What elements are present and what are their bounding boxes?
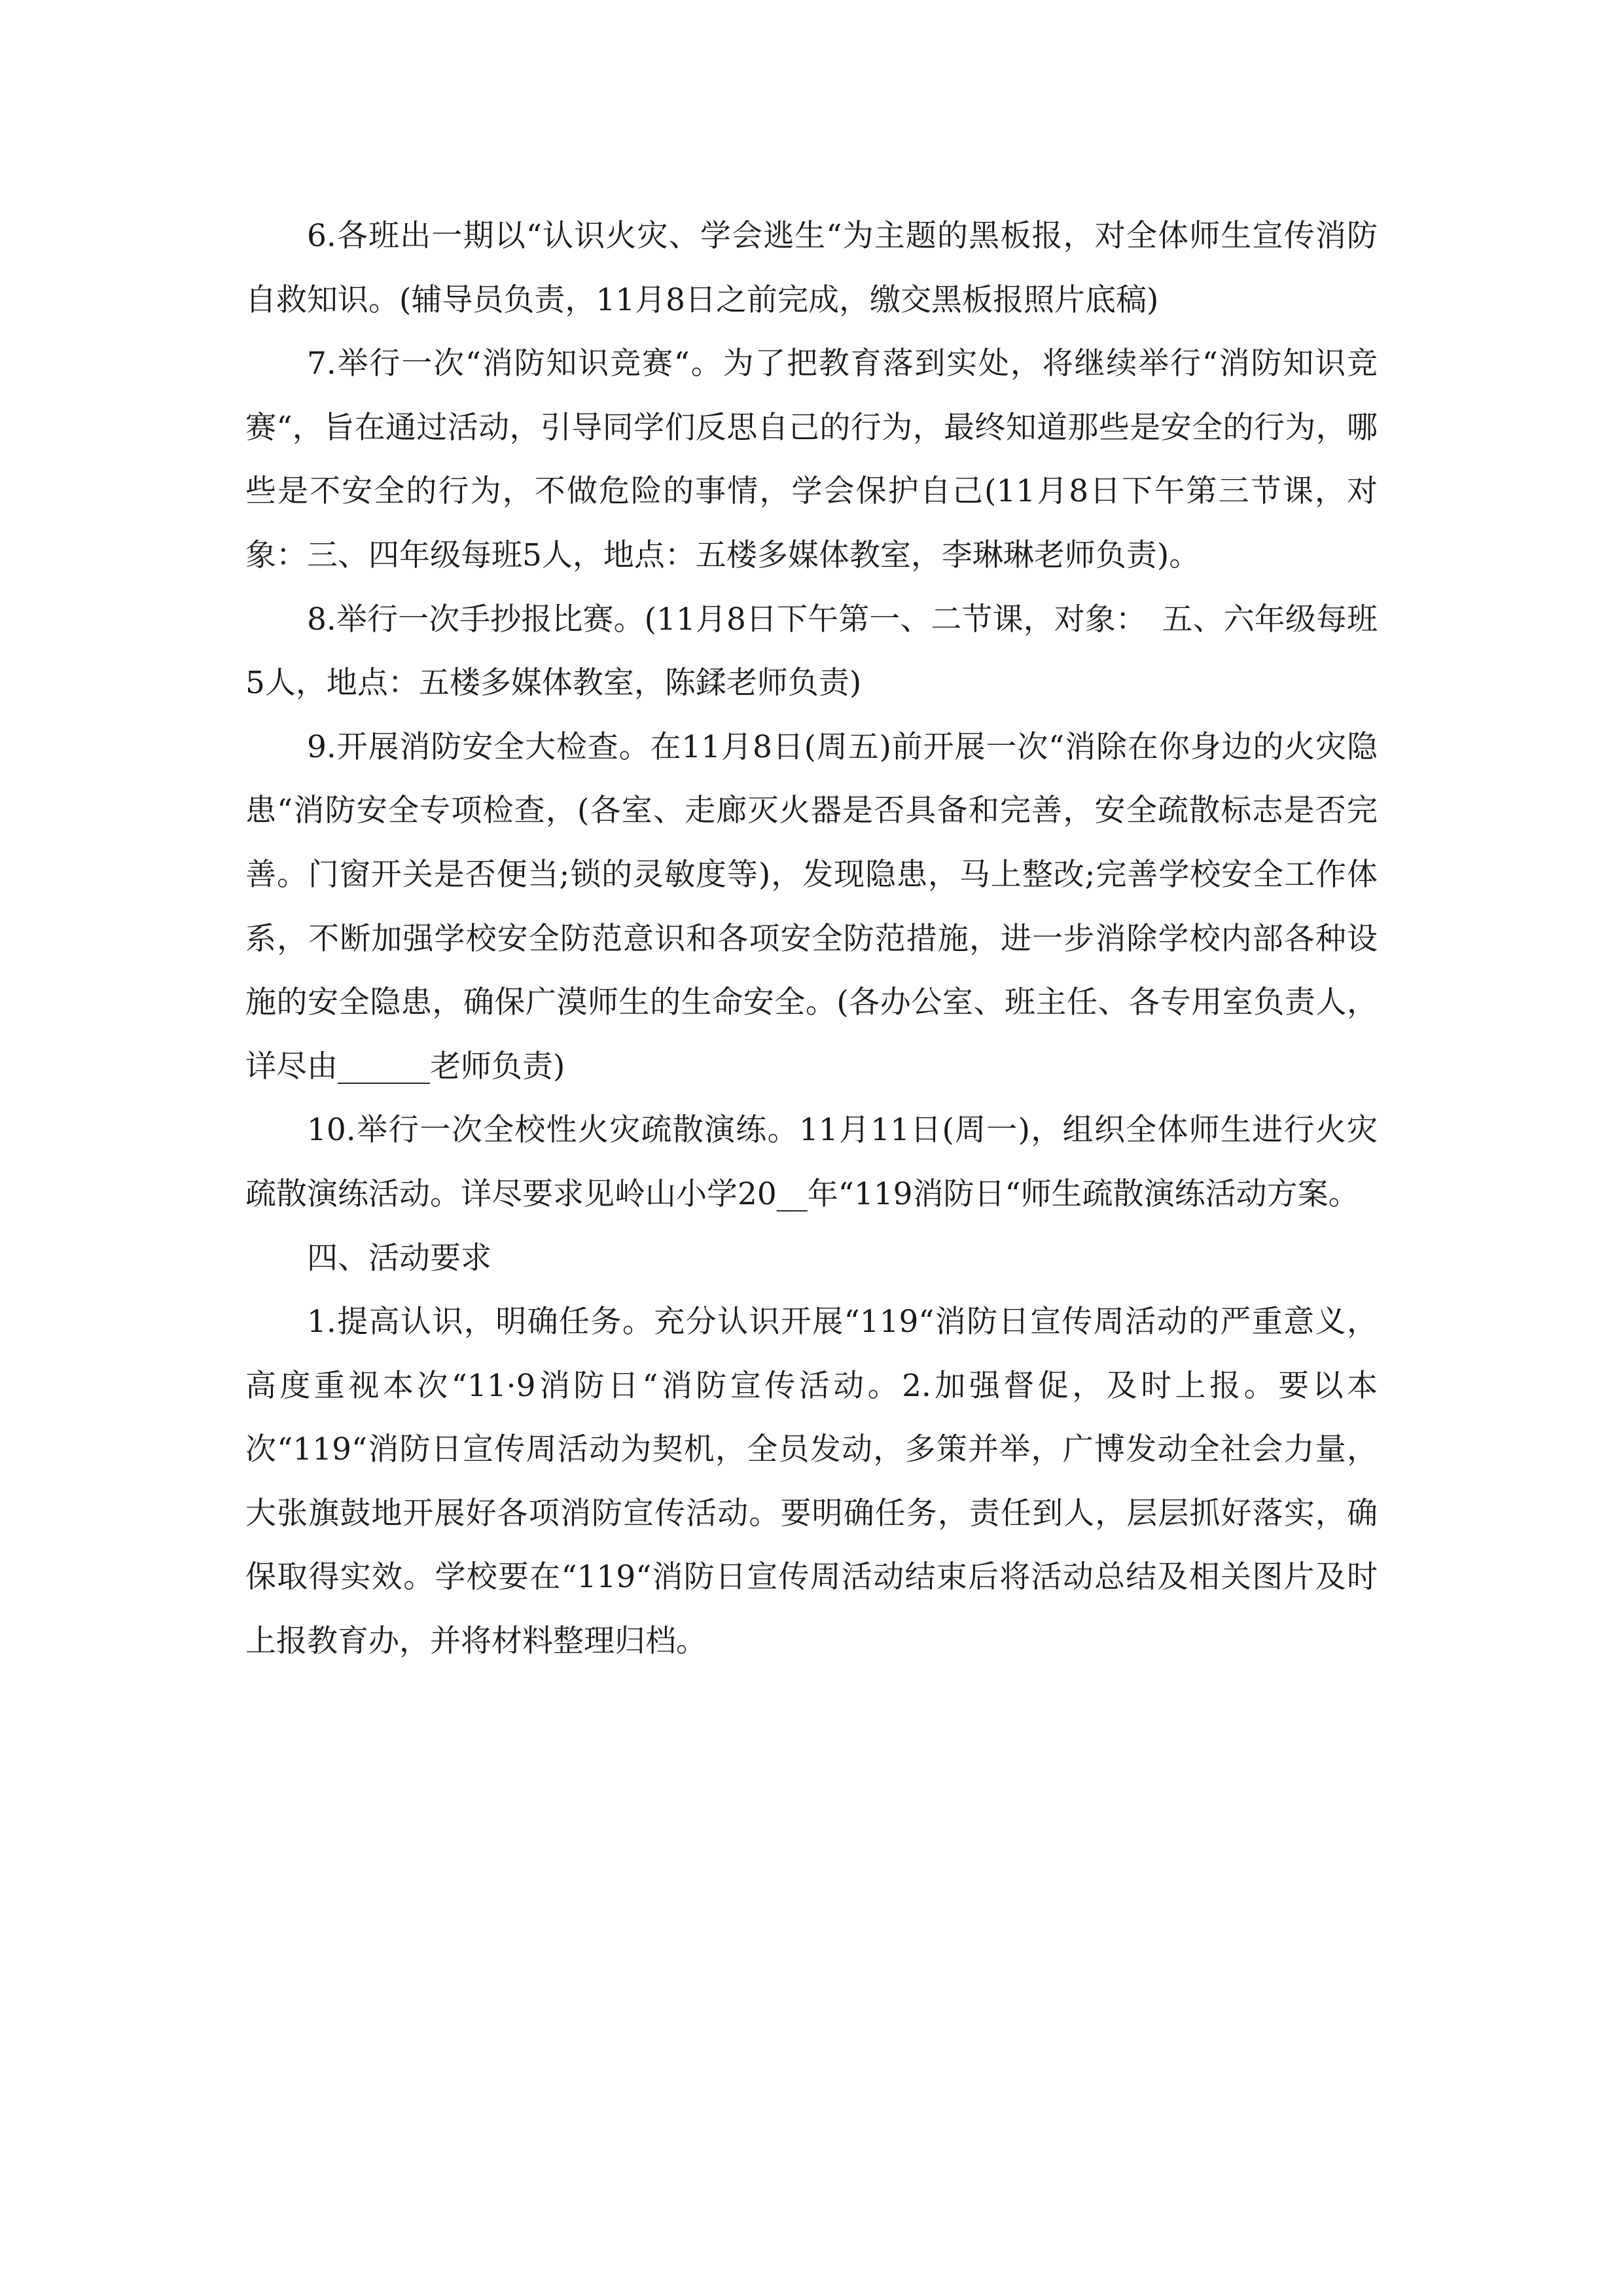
paragraph-requirements: 1.提高认识，明确任务。充分认识开展“119“消防日宣传周活动的严重意义，高度重视本次“11·9消防日“消防宣传活动。2.加强督促，及时上报。要以本次“119“消防日宣传周活动为契机，全员发动，多策并举，广博发动全社会力量，大张旗鼓地开展好各项消防宣传活动。要明确任务，责任到人，层层抓好落实，确保取得实效。学校要在“119“消防日宣传周活动结束后将活动总结及相关图片及时上报教育办，并将材料整理归档。 <box>245 1304 1378 1660</box>
paragraph-item-6: 6.各班出一期以“认识火灾、学会逃生“为主题的黑板报，对全体师生宣传消防自救知识。(辅导员负责，11月8日之前完成，缴交黑板报照片底稿) <box>245 218 1378 318</box>
paragraph-item-7: 7.举行一次“消防知识竞赛“。为了把教育落到实处，将继续举行“消防知识竞赛“，旨在通过活动，引导同学们反思自己的行为，最终知道那些是安全的行为，哪些是不安全的行为，不做危险的事情，学会保护自己(11月8日下午第三节课，对象：三、四年级每班5人，地点：五楼多媒体教室，李琳琳老师负责)。 <box>245 346 1378 573</box>
paragraph-item-9: 9.开展消防安全大检查。在11月8日(周五)前开展一次“消除在你身边的火灾隐患“消防安全专项检查，(各室、走廊灭火器是否具备和完善，安全疏散标志是否完善。门窗开关是否便当;锁的灵敏度等)，发现隐患，马上整改;完善学校安全工作体系，不断加强学校安全防范意识和各项安全防范措施，进一步消除学校内部各种设施的安全隐患，确保广漠师生的生命安全。(各办公室、班主任、各专用室负责人，详尽由______老师负责) <box>245 728 1378 1085</box>
document-body <box>245 204 1378 1674</box>
paragraph-item-10: 10.举行一次全校性火灾疏散演练。11月11日(周一)，组织全体师生进行火灾疏散演练活动。详尽要求见岭山小学20__年“119消防日“师生疏散演练活动方案。 <box>245 1112 1378 1212</box>
paragraph-item-8: 8.举行一次手抄报比赛。(11月8日下午第一、二节课，对象： 五、六年级每班5人，地点：五楼多媒体教室，陈鍒老师负责) <box>245 601 1378 702</box>
section-heading: 四、活动要求 <box>307 1240 491 1276</box>
